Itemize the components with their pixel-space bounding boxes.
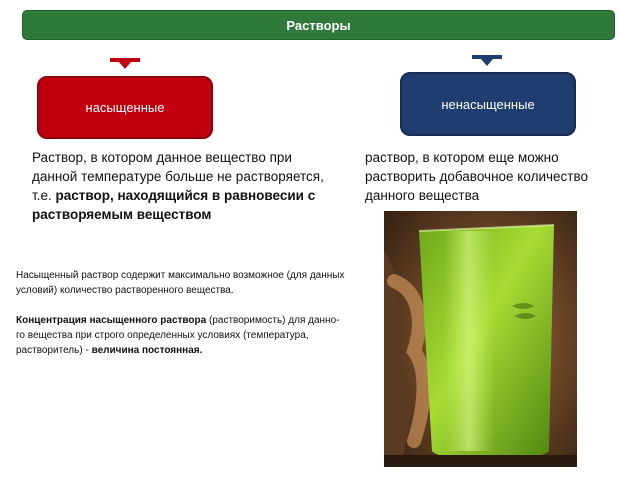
unsaturated-label: ненасыщенные [441,96,535,112]
note-concentration-bold: Концентрация насыщенного раствора [16,315,207,326]
saturated-label: насыщенные [85,100,165,115]
saturated-description [32,148,332,224]
note-paragraph-1: Насыщенный раствор содержит максимально возможное (для данных условий) количество растворенного вещества. [16,270,345,296]
unsaturated-box [400,72,576,136]
arrow-down-red-icon [110,58,140,70]
note-constant-bold: величина постоянная. [91,345,203,356]
note-concentration-text: (растворимость) для данно-го вещества при строго определенных условиях (температура, растворитель) - [16,315,340,356]
note-paragraph-2 [16,313,346,358]
saturated-note [16,268,346,358]
unsaturated-description: раствор, в котором еще можно растворить добавочное количество данного вещества [365,150,588,203]
title-bar [22,10,615,40]
page-title: Растворы [286,17,351,33]
saturated-desc-bold: раствор, находящийся в равновесии с растворяемым веществом [32,188,316,222]
solution-glass-photo [384,211,577,467]
saturated-box [37,76,213,139]
arrow-down-blue-icon [472,55,502,67]
saturated-desc-text: Раствор, в котором данное вещество при данной температуре больше не растворяется, т.е. [32,150,324,203]
